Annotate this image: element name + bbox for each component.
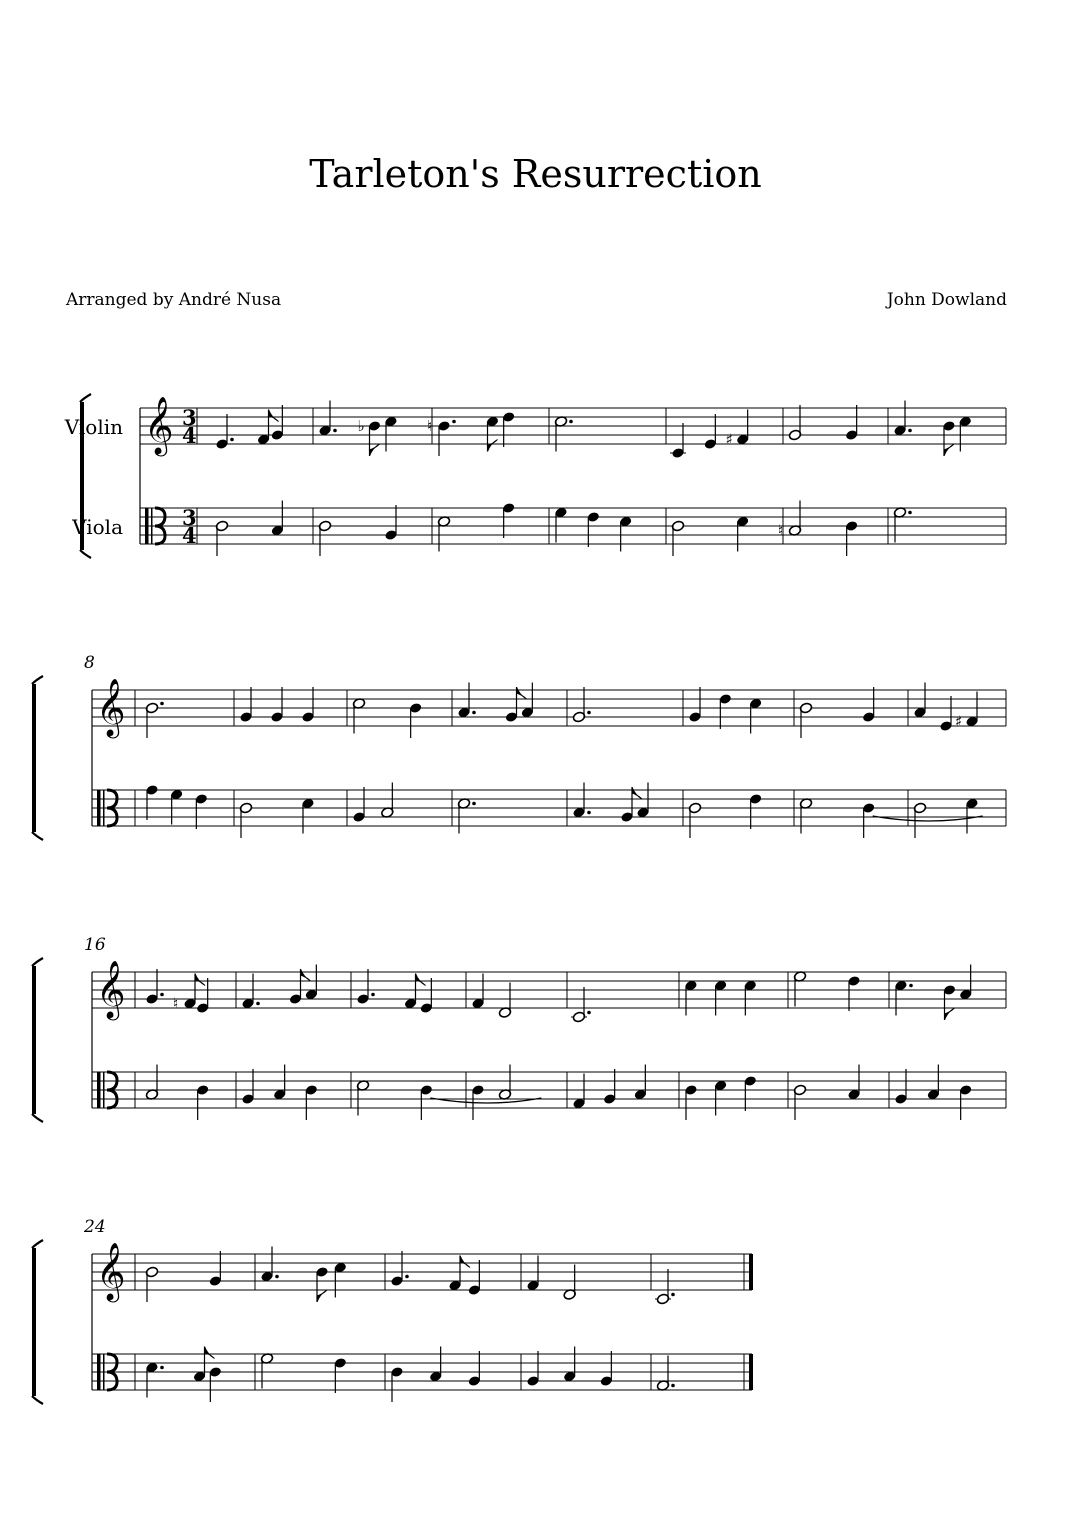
note-flag bbox=[317, 1290, 327, 1302]
augmentation-dot bbox=[587, 711, 591, 715]
treble-clef-icon: 𝄞 bbox=[96, 678, 126, 736]
augmentation-dot bbox=[160, 993, 164, 997]
alto-clef-icon bbox=[97, 1072, 101, 1108]
measure-number: 24 bbox=[84, 1217, 106, 1237]
augmentation-dot bbox=[230, 438, 234, 442]
accidental: ♮ bbox=[427, 417, 433, 435]
instrument-label-violin: Violin bbox=[64, 415, 123, 439]
augmentation-dot bbox=[472, 711, 476, 715]
accidental: ♮ bbox=[778, 521, 784, 540]
note-flag bbox=[944, 444, 954, 456]
system-bracket bbox=[32, 966, 36, 1114]
augmentation-dot bbox=[452, 420, 456, 424]
accidental: ♯ bbox=[955, 712, 963, 731]
note-flag bbox=[370, 444, 380, 456]
arranger-credit: Arranged by André Nusa bbox=[66, 290, 282, 310]
measure-number: 8 bbox=[84, 653, 95, 673]
note-flag bbox=[632, 787, 642, 799]
accidental: ♯ bbox=[725, 430, 733, 449]
accidental: ♮ bbox=[173, 994, 179, 1013]
time-signature-top: 3 bbox=[182, 505, 197, 530]
treble-clef-icon: 𝄞 bbox=[144, 396, 174, 454]
accidental: ♭ bbox=[357, 417, 365, 435]
augmentation-dot bbox=[587, 811, 591, 815]
piece-title: Tarleton's Resurrection bbox=[309, 152, 762, 196]
augmentation-dot bbox=[671, 1384, 675, 1388]
system-bracket bbox=[32, 684, 36, 832]
instrument-label-viola: Viola bbox=[72, 515, 123, 539]
note-flag bbox=[269, 410, 279, 422]
augmentation-dot bbox=[569, 420, 573, 424]
final-barline bbox=[749, 1254, 753, 1290]
time-signature-bottom: 4 bbox=[182, 523, 197, 548]
augmentation-dot bbox=[909, 984, 913, 988]
augmentation-dot bbox=[405, 1275, 409, 1279]
note-flag bbox=[945, 1008, 955, 1020]
measure-number: 16 bbox=[84, 935, 106, 955]
augmentation-dot bbox=[160, 702, 164, 706]
treble-clef-icon: 𝄞 bbox=[96, 960, 126, 1018]
augmentation-dot bbox=[275, 1275, 279, 1279]
augmentation-dot bbox=[671, 1293, 675, 1297]
augmentation-dot bbox=[908, 511, 912, 515]
composer-credit: John Dowland bbox=[886, 290, 1007, 310]
note-flag bbox=[205, 1347, 215, 1359]
time-signature-bottom: 4 bbox=[182, 423, 197, 448]
augmentation-dot bbox=[160, 1366, 164, 1370]
augmentation-dot bbox=[908, 429, 912, 433]
system-bracket bbox=[32, 1248, 36, 1396]
augmentation-dot bbox=[587, 1011, 591, 1015]
note-flag bbox=[488, 440, 498, 452]
augmentation-dot bbox=[371, 993, 375, 997]
note-flag bbox=[460, 1256, 470, 1268]
note-flag bbox=[301, 969, 311, 981]
note-flag bbox=[517, 687, 527, 699]
time-signature-top: 3 bbox=[182, 405, 197, 430]
alto-clef-icon bbox=[97, 1354, 101, 1390]
augmentation-dot bbox=[472, 802, 476, 806]
treble-clef-icon: 𝄞 bbox=[96, 1242, 126, 1300]
note-flag bbox=[416, 974, 426, 986]
note-flag bbox=[195, 974, 205, 986]
final-barline bbox=[749, 1354, 753, 1390]
augmentation-dot bbox=[333, 429, 337, 433]
alto-clef-icon bbox=[97, 790, 101, 826]
augmentation-dot bbox=[256, 1002, 260, 1006]
alto-clef-icon bbox=[145, 508, 149, 544]
